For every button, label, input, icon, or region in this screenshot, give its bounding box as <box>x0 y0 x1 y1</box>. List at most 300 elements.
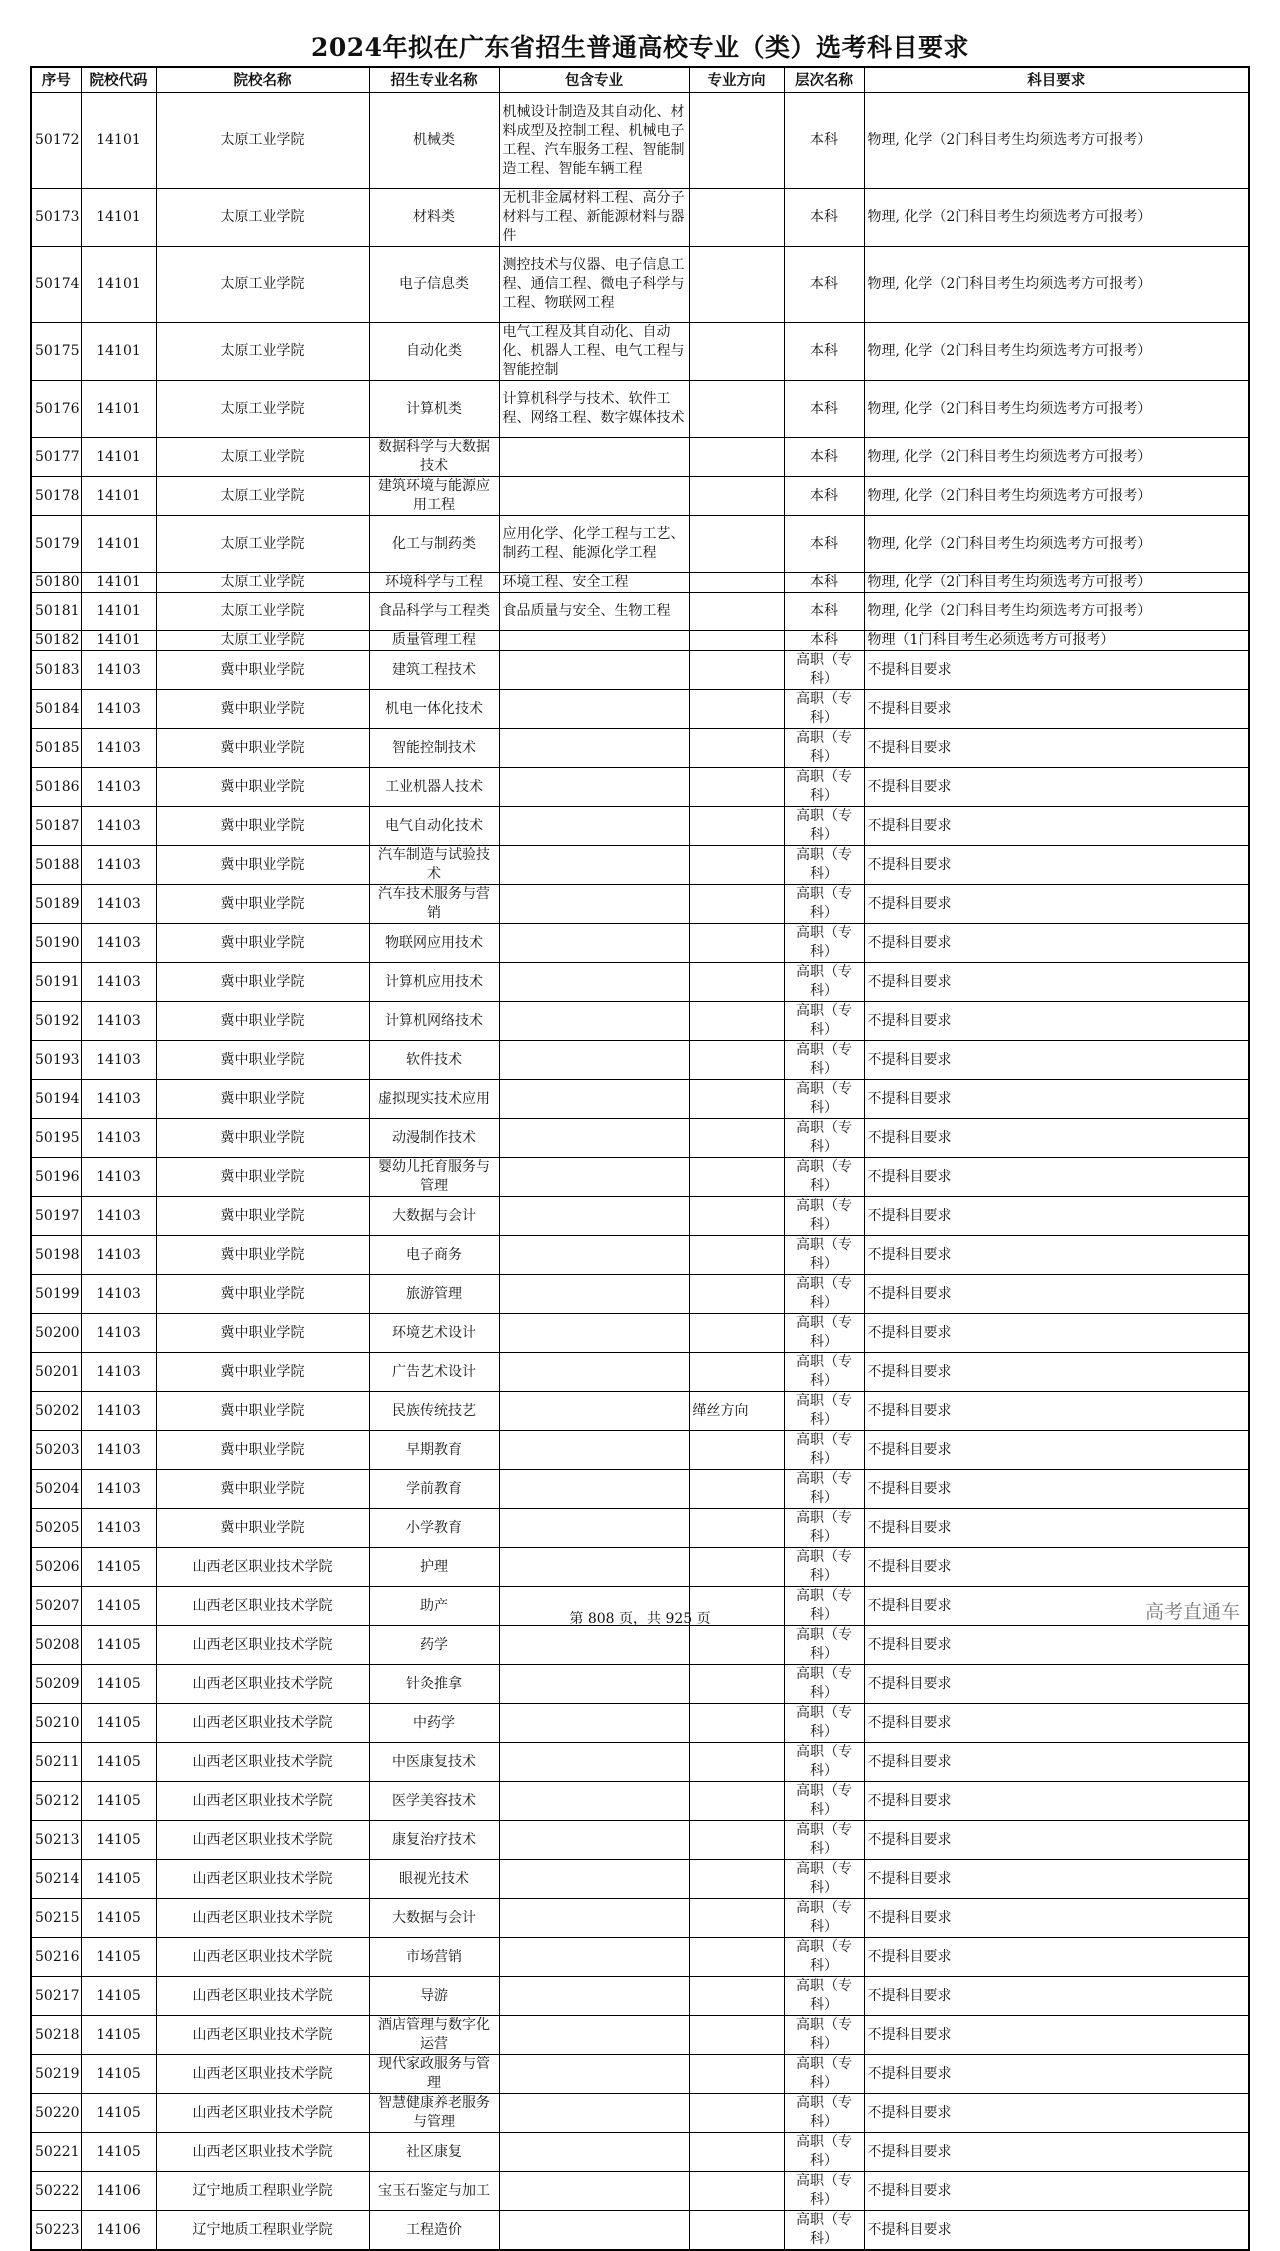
cell-major-name: 化工与制药类 <box>369 516 499 573</box>
cell-level: 高职（专科） <box>784 1782 864 1821</box>
cell-level: 高职（专科） <box>784 2055 864 2094</box>
cell-major-name: 智慧健康养老服务与管理 <box>369 2094 499 2133</box>
cell-level: 高职（专科） <box>784 1392 864 1431</box>
table-row <box>31 1665 1249 1704</box>
cell-major-name: 食品科学与工程类 <box>369 593 499 631</box>
cell-included-majors <box>499 2211 689 2251</box>
cell-direction <box>689 1704 784 1743</box>
cell-school-name: 山西老区职业技术学院 <box>156 1899 369 1938</box>
cell-major-name: 建筑环境与能源应用工程 <box>369 477 499 516</box>
cell-school-name: 太原工业学院 <box>156 247 369 323</box>
cell-school-code: 14103 <box>81 1509 156 1548</box>
cell-school-code: 14103 <box>81 1080 156 1119</box>
cell-included-majors <box>499 1392 689 1431</box>
cell-school-code: 14105 <box>81 1743 156 1782</box>
cell-school-code: 14103 <box>81 963 156 1002</box>
cell-included-majors: 电气工程及其自动化、自动化、机器人工程、电气工程与智能控制 <box>499 323 689 381</box>
cell-subject-requirement: 不提科目要求 <box>864 1704 1249 1743</box>
cell-direction <box>689 651 784 690</box>
cell-subject-requirement: 不提科目要求 <box>864 1080 1249 1119</box>
cell-included-majors <box>499 1197 689 1236</box>
cell-school-name: 冀中职业学院 <box>156 963 369 1002</box>
cell-major-name: 汽车制造与试验技术 <box>369 846 499 885</box>
cell-seq: 50204 <box>31 1470 81 1509</box>
cell-level: 本科 <box>784 573 864 593</box>
header-level: 层次名称 <box>784 67 864 93</box>
cell-school-code: 14105 <box>81 1860 156 1899</box>
cell-seq: 50193 <box>31 1041 81 1080</box>
cell-direction <box>689 1314 784 1353</box>
table-row <box>31 2055 1249 2094</box>
cell-major-name: 工程造价 <box>369 2211 499 2251</box>
header-school-name: 院校名称 <box>156 67 369 93</box>
cell-included-majors <box>499 2172 689 2211</box>
cell-direction <box>689 1236 784 1275</box>
cell-direction <box>689 189 784 247</box>
cell-school-name: 冀中职业学院 <box>156 1353 369 1392</box>
cell-school-code: 14101 <box>81 516 156 573</box>
header-seq: 序号 <box>31 67 81 93</box>
table-row <box>31 1899 1249 1938</box>
cell-school-code: 14101 <box>81 438 156 477</box>
cell-seq: 50201 <box>31 1353 81 1392</box>
cell-seq: 50189 <box>31 885 81 924</box>
cell-school-name: 山西老区职业技术学院 <box>156 1704 369 1743</box>
table-row <box>31 93 1249 189</box>
table-row <box>31 593 1249 631</box>
cell-school-code: 14101 <box>81 247 156 323</box>
cell-level: 高职（专科） <box>784 1314 864 1353</box>
cell-school-name: 辽宁地质工程职业学院 <box>156 2172 369 2211</box>
cell-seq: 50185 <box>31 729 81 768</box>
cell-school-code: 14103 <box>81 1431 156 1470</box>
cell-included-majors <box>499 2133 689 2172</box>
cell-level: 高职（专科） <box>784 1938 864 1977</box>
table-row <box>31 1275 1249 1314</box>
table-row <box>31 1314 1249 1353</box>
cell-major-name: 电子商务 <box>369 1236 499 1275</box>
cell-school-name: 冀中职业学院 <box>156 1002 369 1041</box>
cell-included-majors: 机械设计制造及其自动化、材料成型及控制工程、机械电子工程、汽车服务工程、智能制造工程、智能车辆工程 <box>499 93 689 189</box>
table-row <box>31 1470 1249 1509</box>
table-row <box>31 1860 1249 1899</box>
cell-seq: 50181 <box>31 593 81 631</box>
cell-subject-requirement: 物理, 化学（2门科目考生均须选考方可报考） <box>864 573 1249 593</box>
cell-school-name: 太原工业学院 <box>156 593 369 631</box>
cell-school-code: 14105 <box>81 1782 156 1821</box>
table-row <box>31 690 1249 729</box>
cell-seq: 50192 <box>31 1002 81 1041</box>
cell-level: 本科 <box>784 323 864 381</box>
cell-included-majors <box>499 963 689 1002</box>
cell-major-name: 物联网应用技术 <box>369 924 499 963</box>
cell-major-name: 广告艺术设计 <box>369 1353 499 1392</box>
cell-school-code: 14103 <box>81 846 156 885</box>
cell-level: 高职（专科） <box>784 2211 864 2251</box>
cell-seq: 50212 <box>31 1782 81 1821</box>
cell-school-code: 14105 <box>81 1977 156 2016</box>
cell-major-name: 眼视光技术 <box>369 1860 499 1899</box>
cell-subject-requirement: 不提科目要求 <box>864 846 1249 885</box>
cell-level: 高职（专科） <box>784 1353 864 1392</box>
cell-school-name: 冀中职业学院 <box>156 1509 369 1548</box>
cell-subject-requirement: 不提科目要求 <box>864 2094 1249 2133</box>
cell-school-name: 冀中职业学院 <box>156 729 369 768</box>
cell-level: 高职（专科） <box>784 885 864 924</box>
cell-major-name: 质量管理工程 <box>369 631 499 651</box>
cell-school-name: 冀中职业学院 <box>156 1431 369 1470</box>
cell-major-name: 中药学 <box>369 1704 499 1743</box>
cell-direction <box>689 1899 784 1938</box>
cell-major-name: 针灸推拿 <box>369 1665 499 1704</box>
cell-major-name: 环境艺术设计 <box>369 1314 499 1353</box>
cell-direction <box>689 516 784 573</box>
cell-subject-requirement: 不提科目要求 <box>864 1002 1249 1041</box>
cell-included-majors <box>499 1899 689 1938</box>
cell-direction <box>689 729 784 768</box>
cell-school-name: 山西老区职业技术学院 <box>156 1665 369 1704</box>
cell-major-name: 工业机器人技术 <box>369 768 499 807</box>
cell-level: 高职（专科） <box>784 729 864 768</box>
cell-school-name: 山西老区职业技术学院 <box>156 1782 369 1821</box>
cell-seq: 50211 <box>31 1743 81 1782</box>
cell-school-name: 冀中职业学院 <box>156 768 369 807</box>
cell-subject-requirement: 不提科目要求 <box>864 807 1249 846</box>
cell-seq: 50175 <box>31 323 81 381</box>
cell-subject-requirement: 不提科目要求 <box>864 2133 1249 2172</box>
cell-direction <box>689 1002 784 1041</box>
cell-seq: 50187 <box>31 807 81 846</box>
cell-school-code: 14101 <box>81 93 156 189</box>
cell-seq: 50199 <box>31 1275 81 1314</box>
cell-major-name: 医学美容技术 <box>369 1782 499 1821</box>
cell-school-name: 冀中职业学院 <box>156 1197 369 1236</box>
cell-major-name: 机电一体化技术 <box>369 690 499 729</box>
cell-school-name: 山西老区职业技术学院 <box>156 1977 369 2016</box>
cell-subject-requirement: 不提科目要求 <box>864 885 1249 924</box>
cell-seq: 50217 <box>31 1977 81 2016</box>
table-row <box>31 1509 1249 1548</box>
requirements-table <box>30 66 1250 2251</box>
cell-major-name: 环境科学与工程 <box>369 573 499 593</box>
page-footer: 第 808 页，共 925 页 <box>569 1611 711 1627</box>
header-subject-requirement: 科目要求 <box>864 67 1249 93</box>
cell-school-code: 14101 <box>81 477 156 516</box>
cell-seq: 50186 <box>31 768 81 807</box>
cell-level: 高职（专科） <box>784 924 864 963</box>
cell-seq: 50196 <box>31 1158 81 1197</box>
cell-school-name: 太原工业学院 <box>156 381 369 438</box>
cell-subject-requirement: 不提科目要求 <box>864 1158 1249 1197</box>
cell-direction <box>689 2211 784 2251</box>
cell-school-name: 山西老区职业技术学院 <box>156 2133 369 2172</box>
cell-subject-requirement: 不提科目要求 <box>864 1899 1249 1938</box>
cell-major-name: 助产 <box>369 1587 499 1626</box>
cell-direction <box>689 381 784 438</box>
cell-included-majors: 应用化学、化学工程与工艺、制药工程、能源化学工程 <box>499 516 689 573</box>
cell-level: 高职（专科） <box>784 1548 864 1587</box>
cell-major-name: 软件技术 <box>369 1041 499 1080</box>
cell-direction <box>689 2094 784 2133</box>
cell-school-code: 14103 <box>81 690 156 729</box>
table-row <box>31 924 1249 963</box>
cell-level: 高职（专科） <box>784 2016 864 2055</box>
cell-school-code: 14106 <box>81 2172 156 2211</box>
cell-school-name: 太原工业学院 <box>156 438 369 477</box>
cell-level: 本科 <box>784 189 864 247</box>
cell-included-majors <box>499 1470 689 1509</box>
cell-seq: 50202 <box>31 1392 81 1431</box>
cell-school-name: 冀中职业学院 <box>156 690 369 729</box>
table-row <box>31 631 1249 651</box>
cell-direction <box>689 1158 784 1197</box>
cell-school-code: 14103 <box>81 807 156 846</box>
cell-subject-requirement: 不提科目要求 <box>864 1353 1249 1392</box>
table-row <box>31 1704 1249 1743</box>
cell-level: 高职（专科） <box>784 1860 864 1899</box>
cell-seq: 50174 <box>31 247 81 323</box>
table-row <box>31 381 1249 438</box>
cell-school-code: 14103 <box>81 768 156 807</box>
cell-school-code: 14105 <box>81 1548 156 1587</box>
cell-included-majors <box>499 651 689 690</box>
cell-school-name: 冀中职业学院 <box>156 1470 369 1509</box>
cell-included-majors <box>499 1782 689 1821</box>
cell-school-code: 14105 <box>81 1899 156 1938</box>
page-title: 2024年拟在广东省招生普通高校专业（类）选考科目要求 <box>310 33 970 62</box>
cell-included-majors <box>499 729 689 768</box>
table-row <box>31 1938 1249 1977</box>
table-row <box>31 1119 1249 1158</box>
table-row <box>31 1197 1249 1236</box>
table-row <box>31 1431 1249 1470</box>
cell-level: 高职（专科） <box>784 1236 864 1275</box>
cell-subject-requirement: 物理, 化学（2门科目考生均须选考方可报考） <box>864 93 1249 189</box>
cell-school-code: 14103 <box>81 1158 156 1197</box>
cell-school-code: 14101 <box>81 381 156 438</box>
cell-level: 高职（专科） <box>784 1626 864 1665</box>
cell-level: 高职（专科） <box>784 1587 864 1626</box>
cell-school-code: 14103 <box>81 651 156 690</box>
cell-major-name: 自动化类 <box>369 323 499 381</box>
cell-included-majors <box>499 2094 689 2133</box>
cell-school-name: 山西老区职业技术学院 <box>156 1860 369 1899</box>
cell-subject-requirement: 不提科目要求 <box>864 1197 1249 1236</box>
cell-seq: 50203 <box>31 1431 81 1470</box>
cell-included-majors <box>499 1704 689 1743</box>
cell-included-majors <box>499 438 689 477</box>
cell-direction <box>689 1197 784 1236</box>
cell-level: 高职（专科） <box>784 1431 864 1470</box>
cell-seq: 50179 <box>31 516 81 573</box>
cell-level: 高职（专科） <box>784 1821 864 1860</box>
cell-direction <box>689 1665 784 1704</box>
cell-direction <box>689 963 784 1002</box>
cell-major-name: 建筑工程技术 <box>369 651 499 690</box>
cell-major-name: 市场营销 <box>369 1938 499 1977</box>
cell-school-code: 14105 <box>81 1587 156 1626</box>
cell-school-name: 冀中职业学院 <box>156 1080 369 1119</box>
cell-subject-requirement: 不提科目要求 <box>864 729 1249 768</box>
cell-level: 高职（专科） <box>784 2094 864 2133</box>
cell-school-code: 14103 <box>81 1002 156 1041</box>
cell-major-name: 药学 <box>369 1626 499 1665</box>
cell-direction <box>689 477 784 516</box>
cell-seq: 50223 <box>31 2211 81 2251</box>
cell-direction <box>689 93 784 189</box>
cell-subject-requirement: 不提科目要求 <box>864 1275 1249 1314</box>
table-row <box>31 807 1249 846</box>
cell-school-code: 14103 <box>81 729 156 768</box>
cell-level: 高职（专科） <box>784 1197 864 1236</box>
cell-major-name: 婴幼儿托育服务与管理 <box>369 1158 499 1197</box>
cell-included-majors <box>499 1860 689 1899</box>
cell-level: 高职（专科） <box>784 1080 864 1119</box>
cell-school-code: 14105 <box>81 2133 156 2172</box>
cell-level: 高职（专科） <box>784 807 864 846</box>
cell-major-name: 大数据与会计 <box>369 1899 499 1938</box>
cell-school-name: 太原工业学院 <box>156 323 369 381</box>
cell-major-name: 大数据与会计 <box>369 1197 499 1236</box>
cell-school-code: 14101 <box>81 593 156 631</box>
cell-subject-requirement: 不提科目要求 <box>864 690 1249 729</box>
cell-school-name: 太原工业学院 <box>156 93 369 189</box>
cell-seq: 50208 <box>31 1626 81 1665</box>
cell-subject-requirement: 不提科目要求 <box>864 1665 1249 1704</box>
table-row <box>31 1158 1249 1197</box>
cell-major-name: 计算机类 <box>369 381 499 438</box>
cell-level: 高职（专科） <box>784 1119 864 1158</box>
table-row <box>31 885 1249 924</box>
cell-school-name: 山西老区职业技术学院 <box>156 2055 369 2094</box>
cell-major-name: 数据科学与大数据技术 <box>369 438 499 477</box>
cell-major-name: 动漫制作技术 <box>369 1119 499 1158</box>
cell-school-name: 山西老区职业技术学院 <box>156 1743 369 1782</box>
cell-direction <box>689 690 784 729</box>
cell-level: 本科 <box>784 93 864 189</box>
cell-school-name: 冀中职业学院 <box>156 1041 369 1080</box>
table-row <box>31 2211 1249 2251</box>
cell-level: 高职（专科） <box>784 1470 864 1509</box>
cell-school-name: 山西老区职业技术学院 <box>156 1938 369 1977</box>
table-row <box>31 1392 1249 1431</box>
cell-subject-requirement: 不提科目要求 <box>864 1041 1249 1080</box>
cell-direction <box>689 768 784 807</box>
cell-subject-requirement: 不提科目要求 <box>864 2016 1249 2055</box>
cell-seq: 50222 <box>31 2172 81 2211</box>
cell-direction <box>689 1821 784 1860</box>
cell-seq: 50190 <box>31 924 81 963</box>
table-row <box>31 1353 1249 1392</box>
table-row <box>31 1821 1249 1860</box>
cell-seq: 50205 <box>31 1509 81 1548</box>
table-row <box>31 651 1249 690</box>
table-row <box>31 2016 1249 2055</box>
cell-seq: 50207 <box>31 1587 81 1626</box>
table-row <box>31 247 1249 323</box>
cell-level: 高职（专科） <box>784 2172 864 2211</box>
cell-included-majors <box>499 690 689 729</box>
cell-school-code: 14103 <box>81 1236 156 1275</box>
cell-included-majors <box>499 2016 689 2055</box>
cell-school-name: 冀中职业学院 <box>156 1158 369 1197</box>
cell-included-majors <box>499 1314 689 1353</box>
cell-school-code: 14105 <box>81 2094 156 2133</box>
cell-school-code: 14101 <box>81 189 156 247</box>
cell-level: 高职（专科） <box>784 963 864 1002</box>
table-row <box>31 1626 1249 1665</box>
cell-direction <box>689 1743 784 1782</box>
cell-level: 高职（专科） <box>784 846 864 885</box>
table-row <box>31 1782 1249 1821</box>
cell-level: 高职（专科） <box>784 1002 864 1041</box>
cell-major-name: 酒店管理与数字化运营 <box>369 2016 499 2055</box>
cell-school-code: 14103 <box>81 1041 156 1080</box>
cell-major-name: 小学教育 <box>369 1509 499 1548</box>
cell-seq: 50198 <box>31 1236 81 1275</box>
cell-school-name: 太原工业学院 <box>156 573 369 593</box>
cell-school-name: 太原工业学院 <box>156 189 369 247</box>
cell-school-name: 辽宁地质工程职业学院 <box>156 2211 369 2251</box>
cell-seq: 50191 <box>31 963 81 1002</box>
cell-seq: 50197 <box>31 1197 81 1236</box>
cell-level: 本科 <box>784 438 864 477</box>
cell-subject-requirement: 不提科目要求 <box>864 1821 1249 1860</box>
cell-included-majors <box>499 1080 689 1119</box>
cell-school-name: 冀中职业学院 <box>156 924 369 963</box>
cell-school-code: 14105 <box>81 1665 156 1704</box>
cell-subject-requirement: 物理, 化学（2门科目考生均须选考方可报考） <box>864 247 1249 323</box>
cell-level: 高职（专科） <box>784 1158 864 1197</box>
table-body <box>31 93 1249 2251</box>
cell-direction <box>689 1041 784 1080</box>
cell-school-name: 冀中职业学院 <box>156 846 369 885</box>
cell-level: 高职（专科） <box>784 1665 864 1704</box>
cell-included-majors <box>499 885 689 924</box>
cell-included-majors <box>499 1275 689 1314</box>
cell-direction <box>689 2133 784 2172</box>
cell-school-code: 14103 <box>81 1392 156 1431</box>
table-row <box>31 573 1249 593</box>
cell-seq: 50180 <box>31 573 81 593</box>
cell-major-name: 学前教育 <box>369 1470 499 1509</box>
cell-level: 高职（专科） <box>784 1899 864 1938</box>
cell-direction <box>689 1977 784 2016</box>
cell-seq: 50220 <box>31 2094 81 2133</box>
cell-seq: 50206 <box>31 1548 81 1587</box>
cell-direction: 缂丝方向 <box>689 1392 784 1431</box>
table-row <box>31 1080 1249 1119</box>
cell-level: 高职（专科） <box>784 1041 864 1080</box>
cell-seq: 50182 <box>31 631 81 651</box>
cell-seq: 50216 <box>31 1938 81 1977</box>
cell-school-code: 14103 <box>81 1275 156 1314</box>
cell-direction <box>689 1080 784 1119</box>
cell-major-name: 导游 <box>369 1977 499 2016</box>
cell-included-majors <box>499 1938 689 1977</box>
cell-included-majors <box>499 846 689 885</box>
cell-seq: 50221 <box>31 2133 81 2172</box>
cell-level: 本科 <box>784 631 864 651</box>
cell-major-name: 智能控制技术 <box>369 729 499 768</box>
cell-included-majors <box>499 1509 689 1548</box>
cell-subject-requirement: 不提科目要求 <box>864 1587 1249 1626</box>
cell-school-name: 山西老区职业技术学院 <box>156 1626 369 1665</box>
cell-subject-requirement: 不提科目要求 <box>864 2172 1249 2211</box>
cell-level: 本科 <box>784 593 864 631</box>
cell-subject-requirement: 不提科目要求 <box>864 1431 1249 1470</box>
cell-school-code: 14105 <box>81 2055 156 2094</box>
